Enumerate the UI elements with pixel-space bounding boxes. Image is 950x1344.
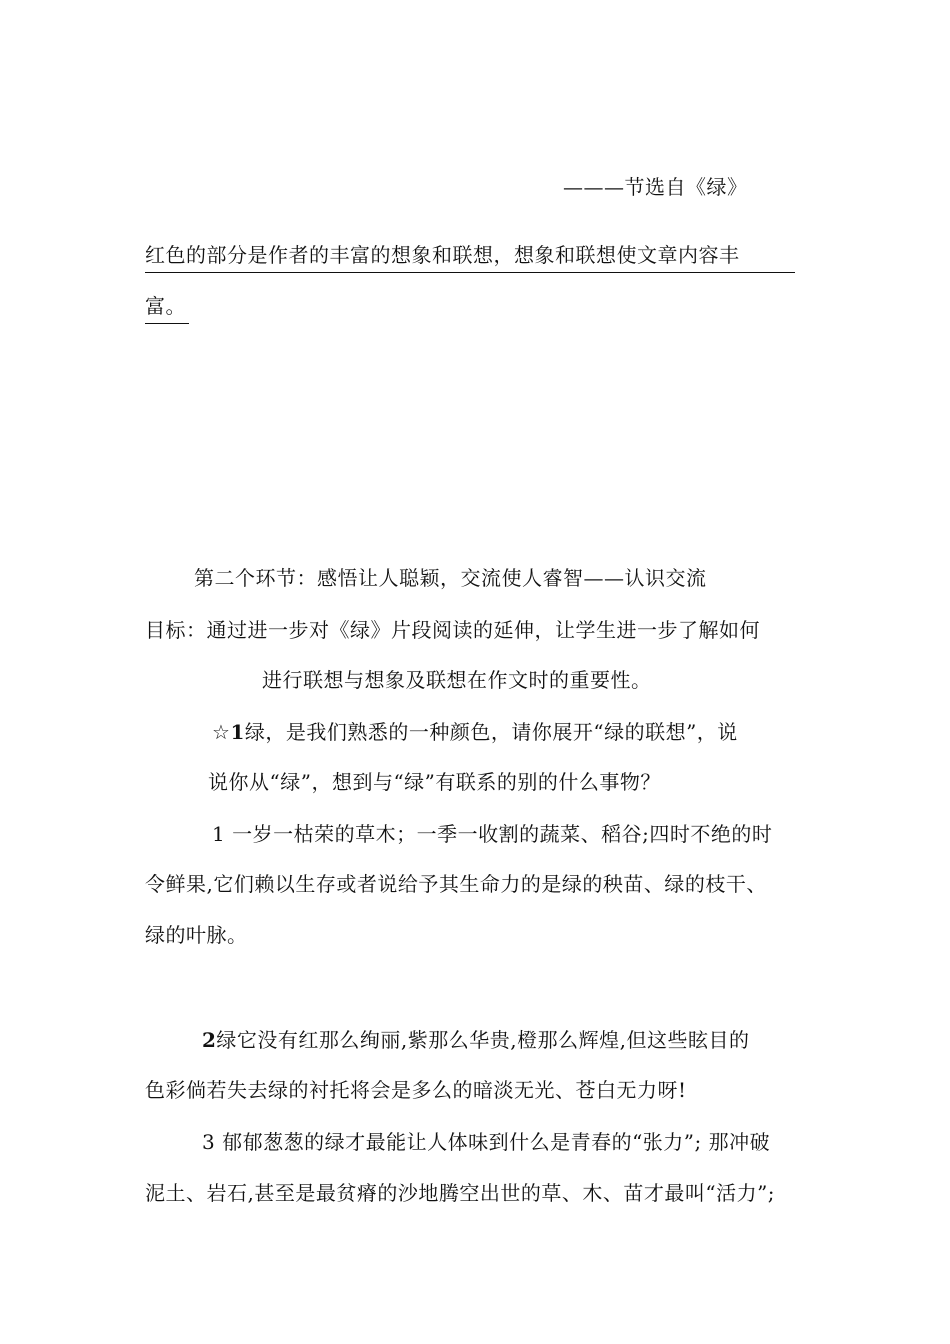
answer-3-line-2: 泥土、岩石,甚至是最贫瘠的沙地腾空出世的草、木、苗才最叫“活力”; — [145, 1181, 776, 1205]
answer-2-line-2: 色彩倘若失去绿的衬托将会是多么的暗淡无光、苍白无力呀! — [145, 1078, 687, 1102]
underlined-note-line-2: 富。 — [145, 293, 189, 324]
question-number: 1 — [230, 720, 245, 744]
goal-line-1: 目标：通过进一步对《绿》片段阅读的延伸，让学生进一步了解如何 — [145, 618, 760, 642]
question-text: 绿，是我们熟悉的一种颜色，请你展开“绿的联想”，说 — [244, 720, 738, 744]
source-attribution: ———节选自《绿》 — [563, 175, 748, 199]
question-line-2: 说你从“绿”，想到与“绿”有联系的别的什么事物？ — [208, 770, 661, 794]
goal-line-2: 进行联想与想象及联想在作文时的重要性。 — [262, 668, 652, 692]
answer-2-line-1 — [202, 1027, 750, 1053]
star-icon: ☆ — [212, 720, 231, 744]
answer-1-line-2: 令鲜果,它们赖以生存或者说给予其生命力的是绿的秧苗、绿的枝干、 — [145, 872, 767, 896]
underlined-note-line-1: 红色的部分是作者的丰富的想象和联想，想象和联想使文章内容丰 — [145, 242, 795, 273]
section-heading: 第二个环节：感悟让人聪颖，交流使人睿智——认识交流 — [194, 566, 707, 590]
answer-3-line-1: 3 郁郁葱葱的绿才最能让人体味到什么是青春的“张力”; 那冲破 — [202, 1130, 771, 1154]
answer-1-line-3: 绿的叶脉。 — [145, 923, 248, 947]
answer-2-text: 绿它没有红那么绚丽,紫那么华贵,橙那么辉煌,但这些眩目的 — [216, 1028, 750, 1052]
question-line-1 — [212, 719, 738, 745]
answer-1-line-1: 1 一岁一枯荣的草木；一季一收割的蔬菜、稻谷;四时不绝的时 — [212, 822, 773, 846]
answer-2-number: 2 — [202, 1028, 217, 1052]
